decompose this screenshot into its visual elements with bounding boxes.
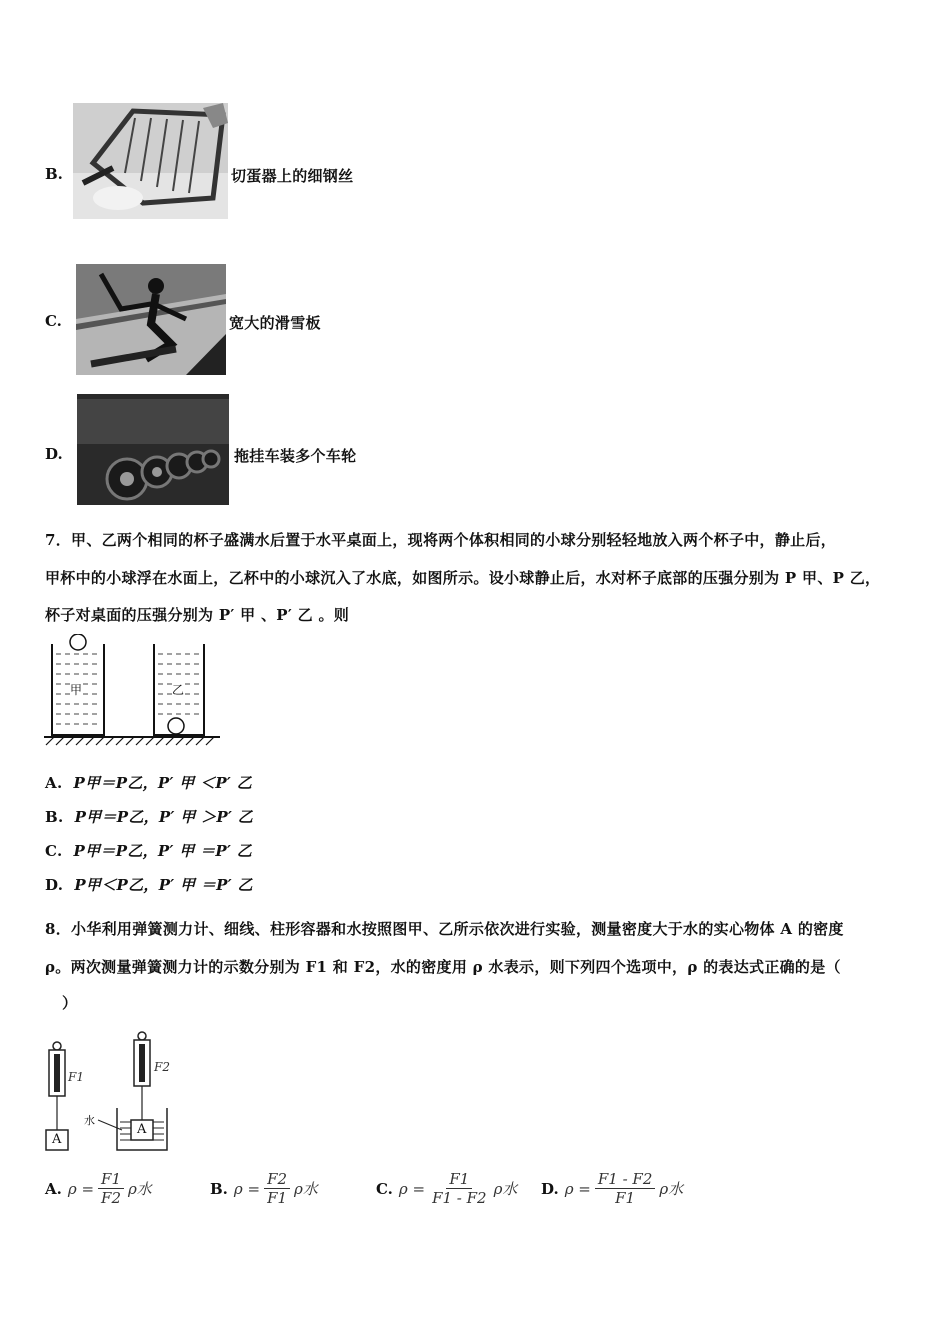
snowboard-photo [76,264,226,375]
q8-option-b: B. ρ = $\frac{F2}{F1}$ ρ水 [210,1170,318,1207]
option-d-text: 拖挂车装多个车轮 [234,447,357,465]
cup-jia-label: 甲 [70,683,83,697]
q7-line-3: 杯子对桌面的压强分别为 P′ 甲 、P′ 乙 。则 [45,606,350,624]
q7-line-2: 甲杯中的小球浮在水面上，乙杯中的小球沉入了水底，如图所示。设小球静止后，水对杯子底部的压强分别为 P 甲、P 乙， [45,569,881,587]
q7-cups-figure [44,634,224,749]
fig-f2-label: F2 [154,1060,170,1074]
q7-option-c: C. P甲＝P乙，P′ 甲 ＝P′ 乙 [45,842,253,860]
q8-line-3: ） [62,994,78,1012]
fig-f1-label: F1 [68,1070,84,1084]
q8-option-a: A. ρ = $\frac{F1}{F2}$ ρ水 [45,1170,152,1207]
option-c-text: 宽大的滑雪板 [229,314,321,332]
option-c-label: C. [45,312,62,330]
q7-option-d: D. P甲＜P乙，P′ 甲 ＝P′ 乙 [45,876,253,894]
trailer-wheels-photo [77,394,229,505]
fig-water-label: 水 [84,1114,95,1127]
q8-spring-scale-figure [40,1030,180,1155]
cup-yi-label: 乙 [172,683,185,697]
fig-block-a-left: A [52,1132,62,1147]
egg-slicer-photo [73,103,228,219]
q7-option-b: B. P甲＝P乙，P′ 甲 ＞P′ 乙 [45,808,254,826]
q7-line-1: 7．甲、乙两个相同的杯子盛满水后置于水平桌面上，现将两个体积相同的小球分别轻轻地放入两个杯子中，静止后， [45,531,837,549]
option-b-text: 切蛋器上的细钢丝 [231,167,354,185]
fig-block-a-right: A [137,1122,147,1137]
q7-option-a: A. P甲＝P乙，P′ 甲 ＜P′ 乙 [45,774,253,792]
option-b-label: B. [45,165,63,183]
q8-option-c: C. ρ = $\frac{F1}{F1 - F2}$ ρ水 [376,1170,518,1207]
option-d-label: D. [45,445,63,463]
q8-line-2: ρ。两次测量弹簧测力计的示数分别为 F1 和 F2，水的密度用 ρ 水表示，则下列四个选项中，ρ 的表达式正确的是（ [45,958,841,976]
q8-option-d: D. ρ = $\frac{F1 - F2}{F1}$ ρ水 [541,1170,684,1207]
q8-line-1: 8．小华利用弹簧测力计、细线、柱形容器和水按照图甲、乙所示依次进行实验，测量密度大于水的实心物体 A 的密度 [45,920,844,938]
